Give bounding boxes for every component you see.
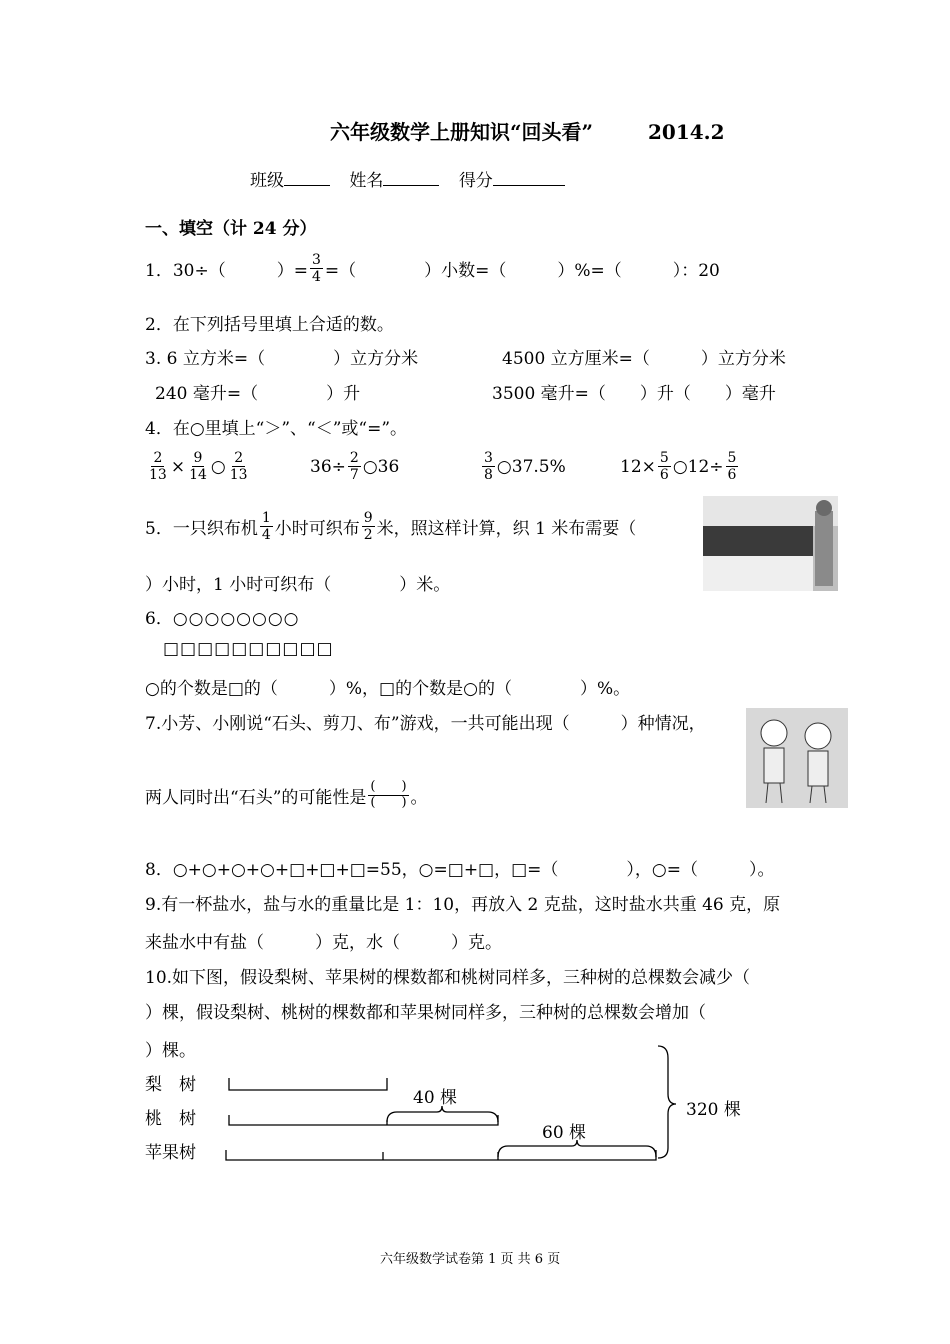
label-total: 320 棵 — [686, 1100, 741, 1120]
question-10-line3: ）棵。 — [145, 1041, 196, 1061]
q4-expr-4: 12× $\frac{5}{6}$ ○12÷ $\frac{5}{6}$ — [620, 450, 737, 484]
row-label-peach: 桃 树 — [145, 1109, 196, 1129]
label-40: 40 棵 — [413, 1088, 458, 1108]
question-2: 2．在下列括号里填上合适的数。 — [145, 315, 394, 335]
peach-segment — [229, 1115, 498, 1125]
question-5-line2: ）小时，1 小时可织布（ ）米。 — [145, 575, 451, 595]
question-3d: 3500 毫升=（ ）升（ ）毫升 — [492, 384, 776, 404]
question-9: 9.有一杯盐水，盐与水的重量比是 1：10，再放入 2 克盐，这时盐水共重 46 克，原 — [145, 895, 781, 915]
page-footer: 六年级数学试卷第 1 页 共 6 页 — [380, 1252, 561, 1267]
compare-circle[interactable]: ○ — [210, 456, 226, 477]
question-10: 10.如下图，假设梨树、苹果树的棵数都和桃树同样多，三种树的总棵数会减少（ — [145, 968, 751, 988]
row-label-apple: 苹果树 — [145, 1143, 196, 1163]
q1-suffix: =（ ）小数=（ ）%=（ ）：20 — [324, 261, 720, 282]
question-3b: 4500 立方厘米=（ ）立方分米 — [502, 349, 786, 369]
q4-expr-1: $\frac{2}{13}$ × $\frac{9}{14}$ ○ $\frac{2}{13}$ — [149, 450, 248, 484]
question-10-line2: ）棵，假设梨树、桃树的棵数都和苹果树同样多，三种树的总棵数会增加（ — [145, 1003, 706, 1023]
brace-40 — [387, 1106, 498, 1122]
q1-prefix: 1．30÷（ ）= — [145, 261, 308, 282]
question-9-line2: 来盐水中有盐（ ）克，水（ ）克。 — [145, 933, 502, 953]
q1-fraction: $\frac{3}{4}$ — [311, 252, 321, 286]
question-3c: 240 毫升=（ ）升 — [155, 384, 361, 404]
pear-segment — [229, 1078, 387, 1090]
title-text: 六年级数学上册知识“回头看” — [330, 120, 594, 144]
circles-row: ○○○○○○○○ — [172, 609, 300, 629]
name-label: 姓名 — [349, 171, 384, 191]
score-label: 得分 — [458, 171, 493, 191]
question-6: 6．○○○○○○○○ — [145, 609, 300, 629]
brace-total — [658, 1046, 676, 1158]
apple-segment — [226, 1150, 656, 1160]
label-60: 60 棵 — [542, 1123, 587, 1143]
section-heading: 一、填空（计 24 分） — [145, 219, 317, 239]
q4-expr-3: $\frac{3}{8}$ ○37.5% — [484, 450, 566, 484]
row-label-pear: 梨 树 — [145, 1075, 196, 1095]
squares-row: □□□□□□□□□□ — [163, 639, 334, 659]
q4-expr-2: 36÷ $\frac{2}{7}$ ○36 — [310, 450, 400, 484]
question-5: 5．一只织布机 $\frac{1}{4}$ 小时可织布 $\frac{9}{2}$ 米，照这样计算，织 1 米布需要（ — [145, 510, 637, 544]
question-6-text: ○的个数是□的（ ）%，□的个数是○的（ ）%。 — [145, 679, 631, 699]
question-3a: 3. 6 立方米=（ ）立方分米 — [145, 349, 419, 369]
question-7: 7.小芳、小刚说“石头、剪刀、布”游戏，一共可能出现（ ）种情况， — [145, 714, 706, 734]
question-4: 4．在○里填上“＞”、“＜”或“=”。 — [145, 419, 408, 439]
question-7-line2: 两人同时出“石头”的可能性是 $\frac{( )}{( )}$ 。 — [145, 779, 428, 810]
question-8: 8．○+○+○+○+□+□+□=55，○=□+□，□=（ ），○=（ ）。 — [145, 860, 775, 880]
class-label: 班级 — [250, 171, 284, 191]
title-date: 2014.2 — [647, 120, 725, 144]
